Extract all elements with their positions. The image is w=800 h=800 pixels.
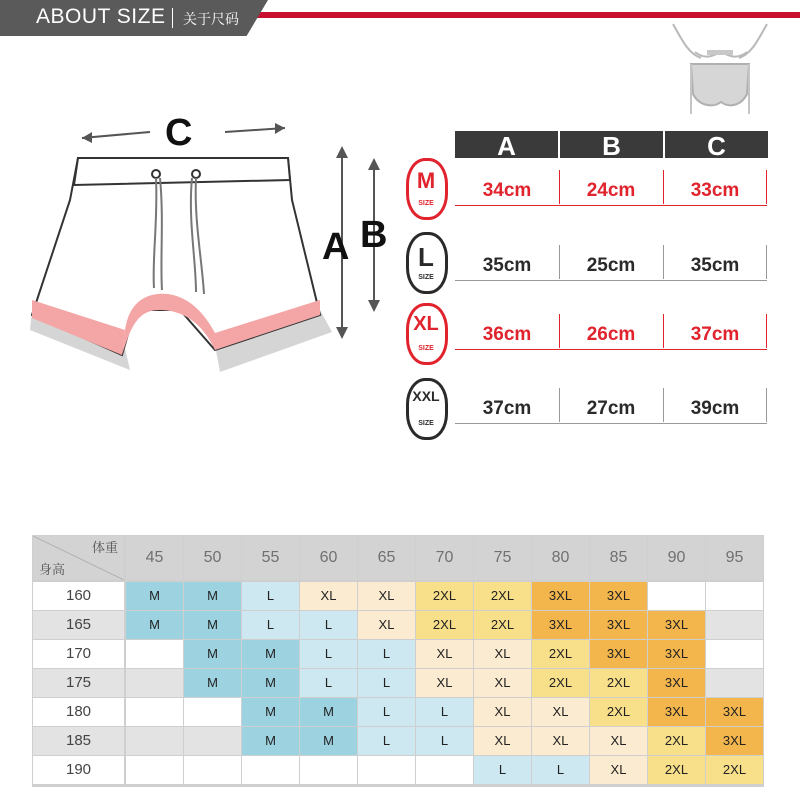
empty-cell [358,756,415,784]
size-cell: M [242,640,299,668]
size-cell: 2XL [532,640,589,668]
size-cell: L [474,756,531,784]
measure-row-xxl [455,392,767,424]
measure-value: 37cm [482,398,532,419]
size-cell: 3XL [648,640,705,668]
header-separator [172,8,173,28]
empty-cell [706,611,763,639]
empty-cell [126,669,183,697]
size-cell: 3XL [532,611,589,639]
size-chart-row [33,582,763,610]
size-cell: XL [474,640,531,668]
size-cell: M [300,698,357,726]
empty-cell [126,698,183,726]
size-cell: M [300,727,357,755]
size-cell: L [300,640,357,668]
size-cell: XL [358,611,415,639]
size-cell: 3XL [590,611,647,639]
size-cell: 3XL [706,727,763,755]
size-badge-m [406,158,446,220]
measure-value: 26cm [586,324,636,345]
empty-cell [300,756,357,784]
size-cell: L [532,756,589,784]
size-cell: M [184,640,241,668]
size-cell: M [184,669,241,697]
empty-cell [184,698,241,726]
size-cell: L [242,611,299,639]
weight-header: 70 [416,536,473,580]
corner-weight-label: 体重 [91,540,118,555]
measure-value: 33cm [690,180,740,201]
height-label: 160 [33,582,124,610]
empty-cell [706,640,763,668]
measure-row-underline [455,349,767,350]
measure-col-b: B [560,131,663,158]
size-cell: 3XL [590,640,647,668]
weight-header: 95 [706,536,763,580]
size-chart-row [33,727,763,755]
empty-cell [126,756,183,784]
weight-header: 75 [474,536,531,580]
size-cell: 3XL [706,698,763,726]
size-badge-caption: SIZE [418,200,434,207]
size-badge-l [406,232,446,294]
measure-value: 25cm [586,255,636,276]
measure-value: 39cm [690,398,740,419]
measure-value: 27cm [586,398,636,419]
size-cell: M [242,669,299,697]
measure-value: 34cm [482,180,532,201]
measure-value: 36cm [482,324,532,345]
size-cell: XL [474,727,531,755]
empty-cell [706,669,763,697]
size-badge-letter: XXL [412,388,440,404]
size-badge-letter: M [416,168,436,193]
page-subtitle: 关于尺码 [183,11,239,27]
size-badge-caption: SIZE [418,345,434,352]
size-cell: 2XL [532,669,589,697]
size-cell: 2XL [590,698,647,726]
weight-header: 55 [242,536,299,580]
weight-header: 45 [126,536,183,580]
size-cell: 3XL [590,582,647,610]
size-cell: M [242,698,299,726]
height-label: 180 [33,698,124,726]
empty-cell [242,756,299,784]
measure-value: 37cm [690,324,740,345]
size-chart-row [33,698,763,726]
label-b: B [360,214,388,256]
size-chart-row [33,669,763,697]
page-title: ABOUT SIZE [36,5,166,28]
size-badge-caption: SIZE [418,274,434,281]
size-cell: 3XL [648,669,705,697]
size-badge-xxl [406,378,446,440]
empty-cell [648,582,705,610]
size-badge-letter: XL [413,313,439,335]
size-cell: XL [416,640,473,668]
size-cell: XL [416,669,473,697]
size-cell: XL [532,698,589,726]
size-cell: 2XL [474,611,531,639]
size-cell: M [184,611,241,639]
size-chart-corner [33,536,124,580]
size-cell: L [358,698,415,726]
size-cell: XL [590,756,647,784]
measure-row-l [455,249,767,281]
size-cell: M [126,582,183,610]
size-cell: XL [532,727,589,755]
measure-value: 35cm [482,255,532,276]
size-cell: L [416,698,473,726]
size-badge-xl [406,303,446,365]
size-cell: L [300,669,357,697]
size-chart-row [33,611,763,639]
size-cell: L [358,727,415,755]
size-cell: L [358,640,415,668]
size-cell: 2XL [648,756,705,784]
empty-cell [126,640,183,668]
size-cell: L [242,582,299,610]
size-cell: 2XL [474,582,531,610]
size-cell: M [242,727,299,755]
height-label: 165 [33,611,124,639]
empty-cell [706,582,763,610]
height-label: 175 [33,669,124,697]
weight-header: 90 [648,536,705,580]
arrow-c-left [82,132,150,138]
size-cell: XL [358,582,415,610]
measure-col-a: A [455,131,558,158]
label-c: C [165,112,193,154]
size-cell: 2XL [706,756,763,784]
height-label: 190 [33,756,124,784]
size-cell: M [184,582,241,610]
size-cell: L [300,611,357,639]
size-badge-letter: L [418,242,434,272]
size-chart-row [33,640,763,668]
size-cell: 2XL [648,727,705,755]
weight-header: 80 [532,536,589,580]
measure-row-underline [455,423,767,424]
label-a: A [322,226,350,268]
height-label: 185 [33,727,124,755]
size-cell: XL [300,582,357,610]
measure-row-m [455,174,767,206]
weight-header: 65 [358,536,415,580]
size-cell: 2XL [416,611,473,639]
size-cell: 3XL [648,611,705,639]
size-badge-caption: SIZE [418,420,434,427]
size-cell: 2XL [416,582,473,610]
weight-header: 60 [300,536,357,580]
measure-value: 24cm [586,180,636,201]
size-cell: XL [474,698,531,726]
size-cell: L [416,727,473,755]
measure-col-c: C [665,131,768,158]
size-chart [33,536,763,786]
size-cell: XL [474,669,531,697]
empty-cell [126,727,183,755]
size-cell: 3XL [532,582,589,610]
height-label: 170 [33,640,124,668]
size-cell: XL [590,727,647,755]
empty-cell [184,727,241,755]
corner-height-label: 身高 [39,562,66,577]
empty-cell [184,756,241,784]
weight-header: 85 [590,536,647,580]
size-cell: 3XL [648,698,705,726]
empty-cell [416,756,473,784]
measure-row-underline [455,280,767,281]
size-chart-row [33,756,763,784]
size-cell: 2XL [590,669,647,697]
waist-measure-illustration [655,22,785,122]
measure-row-underline [455,205,767,206]
size-cell: M [126,611,183,639]
measure-row-xl [455,318,767,350]
size-cell: L [358,669,415,697]
measure-value: 35cm [690,255,740,276]
weight-header: 50 [184,536,241,580]
